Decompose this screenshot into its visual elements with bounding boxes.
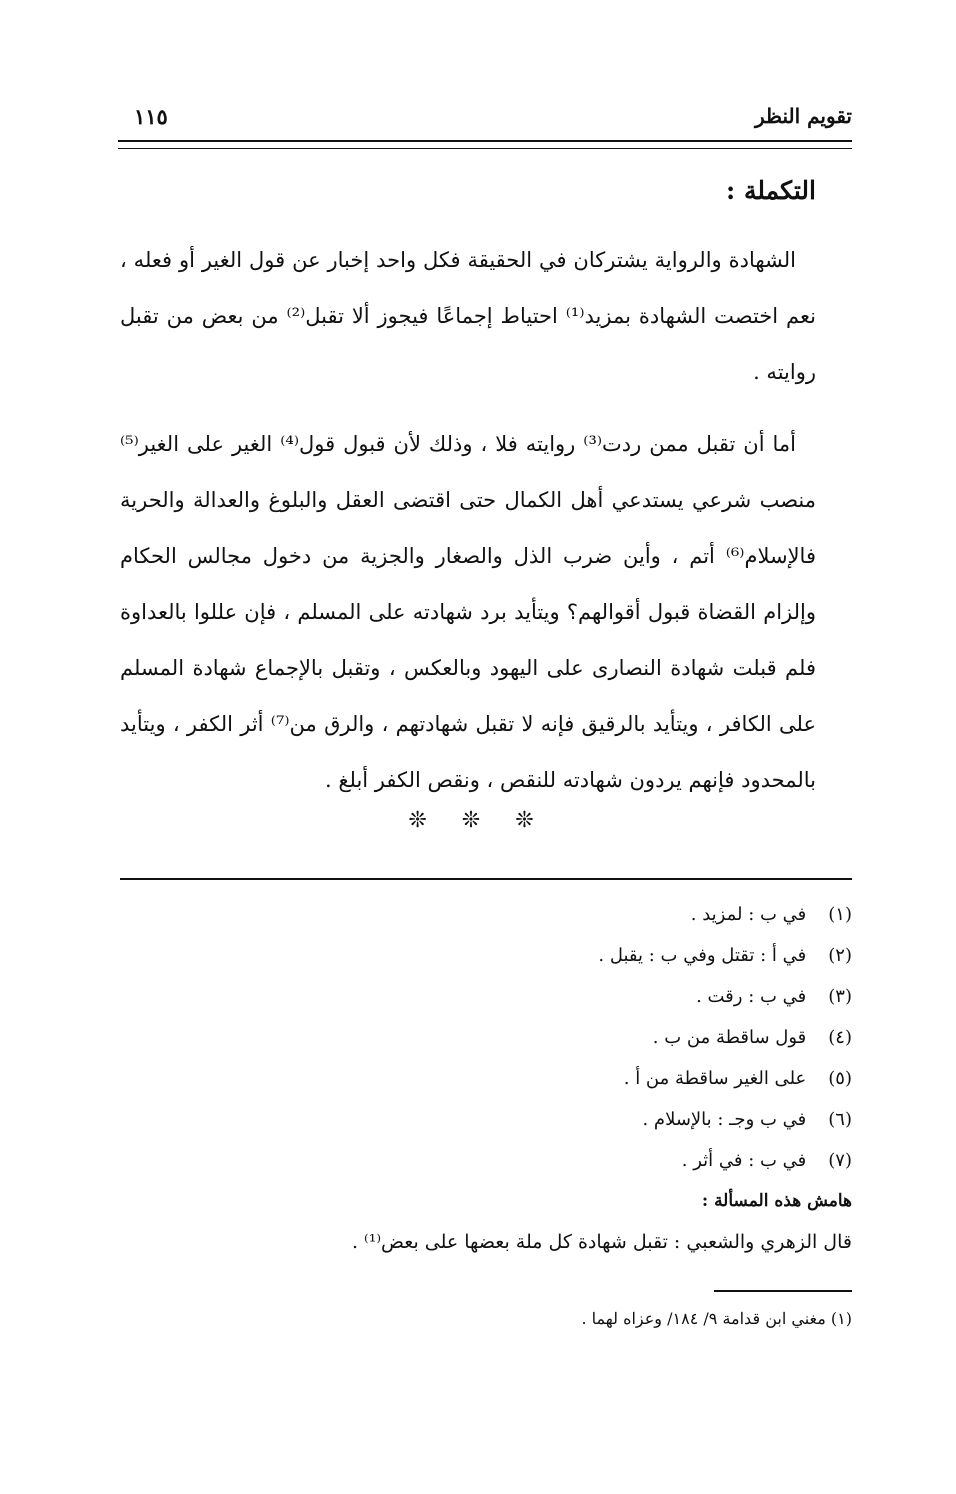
- section-ornament: ❊ ❊ ❊: [408, 808, 548, 833]
- running-title: تقويم النظر: [755, 104, 852, 128]
- footnote-item: [112, 935, 852, 976]
- margin-note-heading: هامش هذه المسألة :: [701, 1191, 852, 1211]
- subnote-rule: [714, 1290, 852, 1292]
- footnote-text: في ب : رقت .: [696, 986, 807, 1007]
- footnote-number: (٢): [828, 945, 852, 966]
- footnote-number: (٦): [828, 1109, 852, 1130]
- main-text: [120, 232, 816, 808]
- footnote-item: [112, 894, 852, 935]
- paragraph-2: أما أن تقبل ممن ردت⁽³⁾ روايته فلا ، وذلك لأن قبول قول⁽⁴⁾ الغير على الغير⁽⁵⁾ منصب شرعي يستدعي أهل الكمال حتى اقتضى العقل والبلوغ والعدالة والحرية فالإسلام⁽⁶⁾ أتم ، وأين ضرب الذل والصغار والجزية من دخول مجالس الحكام وإلزام القضاة قبول أقوالهم؟ ويتأيد برد شهادته على المسلم ، فإن عللوا بالعداوة فلم قبلت شهادة النصارى على اليهود وبالعكس ، وتقبل بالإجماع شهادة المسلم على الكافر ، ويتأيد بالرقيق فإنه لا تقبل شهادتهم ، والرق من⁽⁷⁾ أثر الكفر ، ويتأيد بالمحدود فإنهم يردون شهادته للنقص ، ونقص الكفر أبلغ .: [120, 432, 816, 792]
- section-heading: التكملة :: [726, 176, 816, 205]
- footnote-item: [112, 1058, 852, 1099]
- page-number: ١١٥: [134, 104, 168, 129]
- footnote-text: على الغير ساقطة من أ .: [623, 1068, 807, 1089]
- footnote-text: قول ساقطة من ب .: [652, 1027, 807, 1048]
- footnote-item: [112, 976, 852, 1017]
- footnotes: [112, 894, 852, 1263]
- paragraph-1: الشهادة والرواية يشتركان في الحقيقة فكل واحد إخبار عن قول الغير أو فعله ، نعم اختصت الشهادة بمزيد⁽¹⁾ احتياط إجماعًا فيجوز ألا تقبل⁽²⁾ من بعض من تقبل روايته .: [120, 248, 816, 384]
- subnote-number: (١): [830, 1309, 852, 1328]
- footnote-text: في أ : تقتل وفي ب : يقبل .: [598, 945, 807, 966]
- footnote-text: في ب : لمزيد .: [690, 904, 807, 925]
- margin-note-text: قال الزهري والشعبي : تقبل شهادة كل ملة بعضها على بعض⁽¹⁾ .: [351, 1231, 852, 1253]
- footnote-item: [112, 1017, 852, 1058]
- footnote-item: [112, 1140, 852, 1181]
- footnote-text: في ب وجـ : بالإسلام .: [642, 1109, 807, 1130]
- footnote-item: [112, 1099, 852, 1140]
- header-rule: [118, 140, 852, 149]
- footnote-number: (٤): [828, 1027, 852, 1048]
- subnote-text: مغني ابن قدامة ٩/ ١٨٤/ وعزاه لهما .: [581, 1309, 826, 1328]
- footnote-number: (١): [828, 904, 852, 925]
- footnote-number: (٧): [828, 1150, 852, 1171]
- footnote-number: (٣): [828, 986, 852, 1007]
- page-header: [120, 104, 852, 138]
- footnote-text: في ب : في أثر .: [681, 1150, 807, 1171]
- footnote-number: (٥): [828, 1068, 852, 1089]
- footnote-rule: [120, 878, 852, 880]
- subnote: [581, 1304, 852, 1334]
